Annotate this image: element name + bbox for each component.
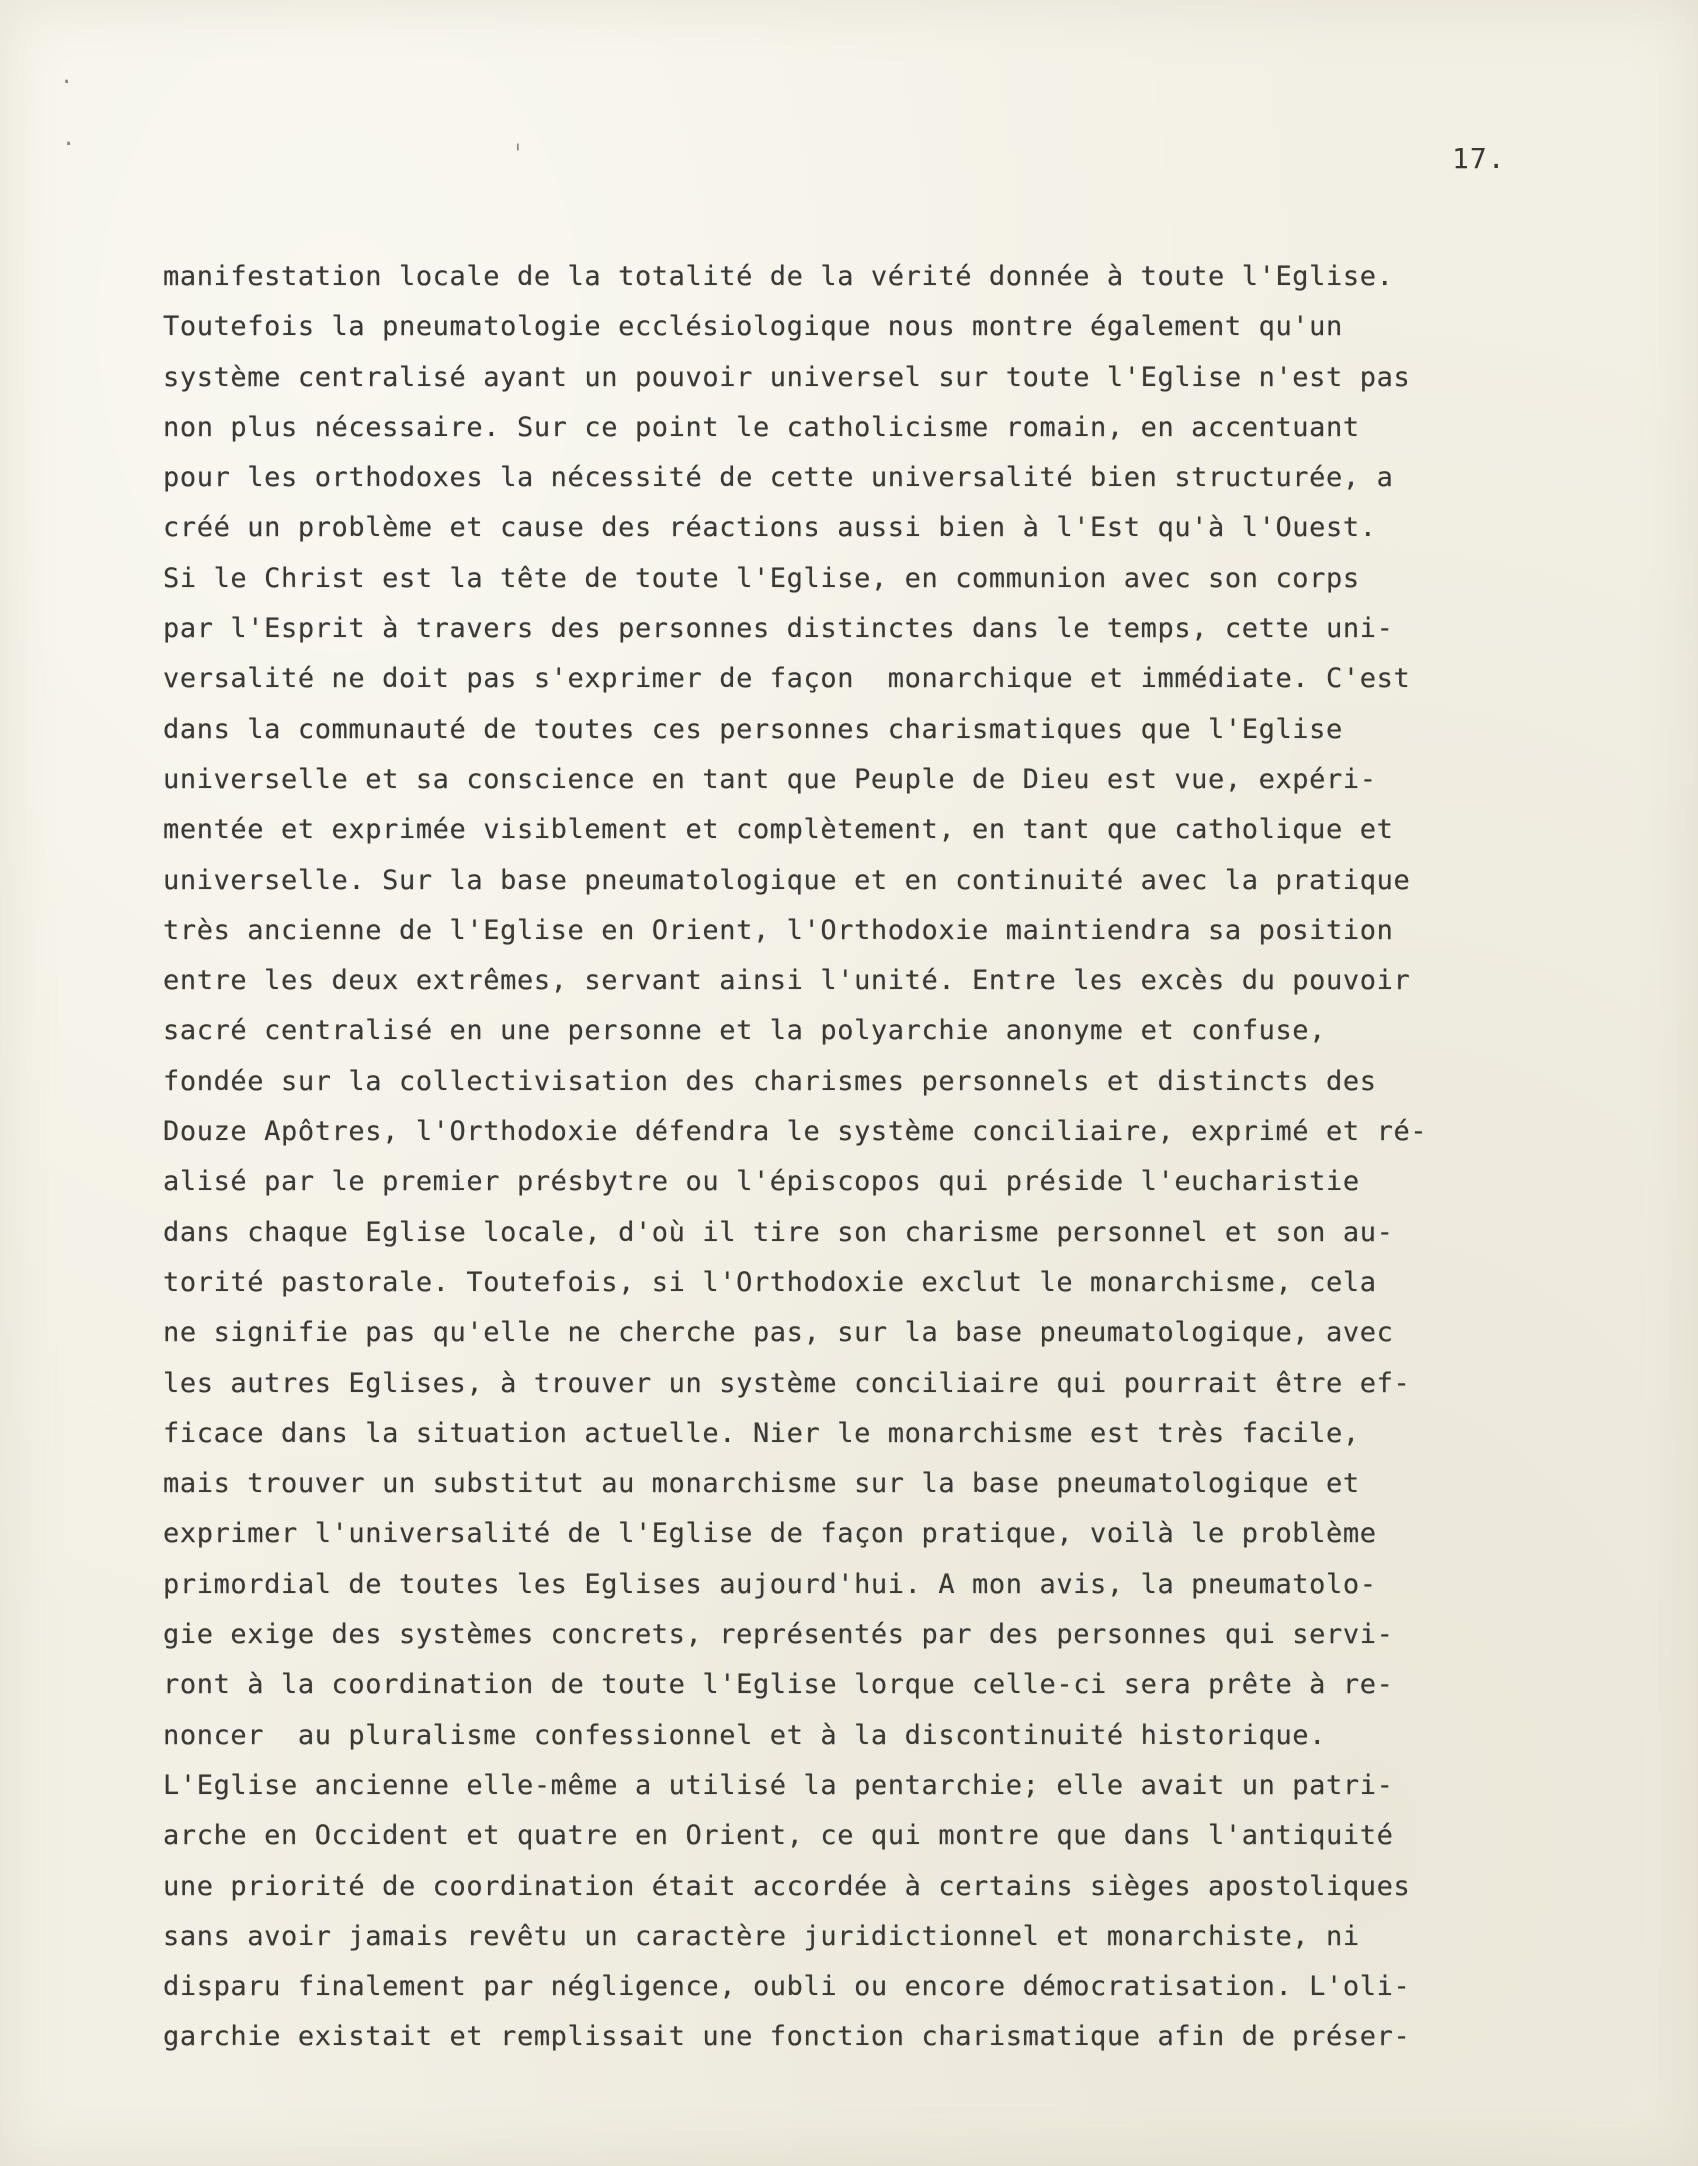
text-line: alisé par le premier présbytre ou l'épiscopos qui préside l'eucharistie [163, 1166, 1360, 1198]
text-line: universelle. Sur la base pneumatologique et en continuité avec la pratique [163, 864, 1411, 896]
text-line: exprimer l'universalité de l'Eglise de façon pratique, voilà le problème [163, 1518, 1377, 1550]
text-line: torité pastorale. Toutefois, si l'Orthodoxie exclut le monarchisme, cela [163, 1266, 1377, 1298]
text-line: dans chaque Eglise locale, d'où il tire son charisme personnel et son au- [163, 1216, 1394, 1248]
text-line: dans la communauté de toutes ces personnes charismatiques que l'Eglise [163, 713, 1343, 745]
text-line: garchie existait et remplissait une fonction charismatique afin de préser- [163, 2021, 1411, 2053]
text-line: disparu finalement par négligence, oubli ou encore démocratisation. L'oli- [163, 1971, 1411, 2003]
body-text [163, 252, 1643, 2063]
text-line: sacré centralisé en une personne et la polyarchie anonyme et confuse, [163, 1015, 1327, 1047]
text-line: Douze Apôtres, l'Orthodoxie défendra le système conciliaire, exprimé et ré- [163, 1116, 1428, 1148]
text-line: primordial de toutes les Eglises aujourd'hui. A mon avis, la pneumatolo- [163, 1568, 1377, 1600]
text-line: créé un problème et cause des réactions aussi bien à l'Est qu'à l'Ouest. [163, 512, 1377, 544]
text-line: Si le Christ est la tête de toute l'Eglise, en communion avec son corps [163, 562, 1360, 594]
text-line: sans avoir jamais revêtu un caractère juridictionnel et monarchiste, ni [163, 1920, 1360, 1952]
paper-mark: · [62, 132, 76, 157]
text-line: ficace dans la situation actuelle. Nier le monarchisme est très facile, [163, 1417, 1360, 1449]
text-line: par l'Esprit à travers des personnes distinctes dans le temps, cette uni- [163, 613, 1394, 645]
text-line: système centralisé ayant un pouvoir universel sur toute l'Eglise n'est pas [163, 361, 1411, 393]
paper-mark: ˈ [510, 140, 526, 170]
text-line: une priorité de coordination était accordée à certains sièges apostoliques [163, 1870, 1411, 1902]
text-line: ront à la coordination de toute l'Eglise lorque celle-ci sera prête à re- [163, 1669, 1394, 1701]
text-line: mais trouver un substitut au monarchisme sur la base pneumatologique et [163, 1468, 1360, 1500]
page-number: 17. [1452, 142, 1506, 175]
text-line: universelle et sa conscience en tant que Peuple de Dieu est vue, expéri- [163, 763, 1377, 795]
text-line: versalité ne doit pas s'exprimer de façon monarchique et immédiate. C'est [163, 663, 1411, 695]
text-line: arche en Occident et quatre en Orient, ce qui montre que dans l'antiquité [163, 1820, 1394, 1852]
text-line: les autres Eglises, à trouver un système conciliaire qui pourrait être ef- [163, 1367, 1411, 1399]
text-line: très ancienne de l'Eglise en Orient, l'Orthodoxie maintiendra sa position [163, 914, 1394, 946]
text-line: noncer au pluralisme confessionnel et à la discontinuité historique. [163, 1719, 1327, 1751]
text-line: ne signifie pas qu'elle ne cherche pas, sur la base pneumatologique, avec [163, 1317, 1394, 1349]
text-line: gie exige des systèmes concrets, représentés par des personnes qui servi- [163, 1619, 1394, 1651]
text-line: entre les deux extrêmes, servant ainsi l'unité. Entre les excès du pouvoir [163, 965, 1411, 997]
text-line: L'Eglise ancienne elle-même a utilisé la pentarchie; elle avait un patri- [163, 1769, 1394, 1801]
paper-mark: · [60, 70, 74, 95]
text-line: Toutefois la pneumatologie ecclésiologique nous montre également qu'un [163, 311, 1343, 343]
text-line: fondée sur la collectivisation des charismes personnels et distincts des [163, 1065, 1377, 1097]
text-line: pour les orthodoxes la nécessité de cette universalité bien structurée, a [163, 462, 1394, 494]
text-line: non plus nécessaire. Sur ce point le catholicisme romain, en accentuant [163, 411, 1360, 443]
text-line: manifestation locale de la totalité de la vérité donnée à toute l'Eglise. [163, 261, 1394, 292]
text-line: mentée et exprimée visiblement et complètement, en tant que catholique et [163, 814, 1394, 846]
